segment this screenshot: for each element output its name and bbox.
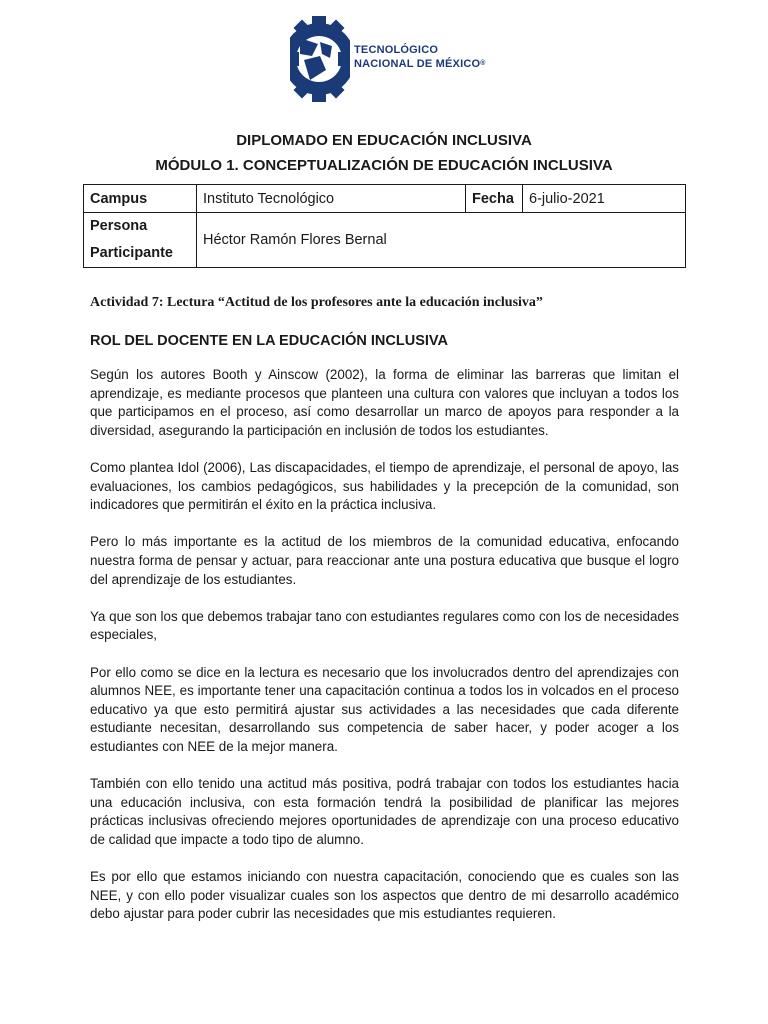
table-row: [84, 213, 686, 268]
participant-value: Héctor Ramón Flores Bernal: [197, 213, 686, 268]
participant-label-line-2: Participante: [90, 245, 173, 261]
logo-line-2-text: NACIONAL DE MÉXICO: [354, 58, 481, 70]
paragraph: Como plantea Idol (2006), Las discapacidades, el tiempo de aprendizaje, el personal de apoyo, las evaluaciones, los cambios pedagógicos, sus habilidades y la precepción de la comunidad, son indicadores que permitirán el éxito en la práctica inclusiva.: [90, 459, 679, 513]
date-value: 6-julio-2021: [523, 185, 686, 213]
section-heading: ROL DEL DOCENTE EN LA EDUCACIÓN INCLUSIVA: [90, 333, 448, 349]
table-row: [84, 185, 686, 213]
paragraph: Es por ello que estamos iniciando con nuestra capacitación, conociendo que es cuales son las NEE, y con ello poder visualizar cuales son los aspectos que dentro de mi desarrollo académico debo ajustar para poder cubrir las necesidades que mis estudiantes requieren.: [90, 869, 679, 922]
logo-line-2: [354, 57, 486, 71]
campus-value: Instituto Tecnológico: [197, 185, 466, 213]
logo-line-1: TECNOLÓGICO: [354, 44, 439, 56]
campus-label: Campus: [84, 185, 197, 213]
paragraph: Ya que son los que debemos trabajar tano con estudiantes regulares como con los de necesidades especiales,: [90, 608, 679, 643]
date-label: Fecha: [466, 185, 523, 213]
info-table: [83, 184, 686, 268]
tecnm-emblem-icon: [290, 16, 350, 102]
participant-label-line-1: Persona: [90, 218, 148, 234]
registered-mark: ®: [480, 60, 486, 67]
paragraph: Por ello como se dice en la lectura es necesario que los involucrados dentro del aprendizajes con alumnos NEE, es importante tener una capacitación continua a todos los in volcados en el proceso educativo ya que esto permitirá ajustar sus actividades a las necesidades que cada diferente estudiante necesitan, desarrollando sus competencia de saber hacer, y poder acoger a los estudiantes con NEE de la mejor manera.: [90, 664, 679, 754]
paragraph: También con ello tenido una actitud más positiva, podrá trabajar con todos los estudiantes hacia una educación inclusiva, con esta formación tendrá la posibilidad de planificar las mejores prácticas inclusivas ofreciendo mejores oportunidades de aprendizaje con una proceso educativo de calidad que impacte a todo tipo de alumno.: [90, 776, 679, 847]
tecnm-logo-text: [354, 43, 486, 71]
activity-title: Actividad 7: Lectura “Actitud de los profesores ante la educación inclusiva”: [90, 295, 543, 310]
document-subtitle: MÓDULO 1. CONCEPTUALIZACIÓN DE EDUCACIÓN INCLUSIVA: [155, 157, 613, 174]
participant-label: [84, 213, 197, 268]
paragraph: Según los autores Booth y Ainscow (2002), la forma de eliminar las barreras que limitan el aprendizaje, es mediante procesos que planteen una cultura con valores que incluyan a todos los que participamos en el proceso, así como desarrollar un marco de apoyos para responder a la diversidad, asegurando la participación en inclusión de todos los estudiantes.: [90, 367, 679, 438]
paragraph: Pero lo más importante es la actitud de los miembros de la comunidad educativa, enfocando nuestra forma de pensar y actuar, para reaccionar ante una postura educativa que busque el logro del aprendizaje de los estudiantes.: [90, 534, 679, 587]
tecnm-logo: [290, 16, 486, 102]
body-text: [90, 366, 679, 942]
document-title: DIPLOMADO EN EDUCACIÓN INCLUSIVA: [236, 132, 532, 149]
